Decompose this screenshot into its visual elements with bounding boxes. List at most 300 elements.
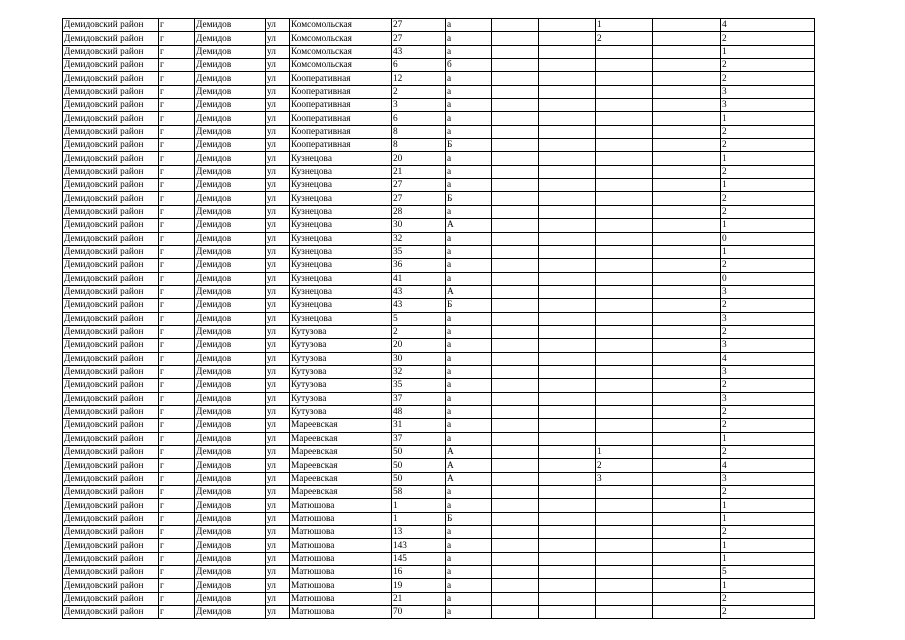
settlement-type-cell: г	[159, 85, 195, 98]
settlement-cell: Демидов	[195, 539, 266, 552]
col-j-cell	[596, 72, 653, 85]
col-i-cell	[539, 219, 596, 232]
district-cell: Демидовский район	[63, 552, 159, 565]
col-i-cell	[539, 379, 596, 392]
table-row	[63, 139, 815, 152]
house-number-cell: 2	[392, 85, 446, 98]
settlement-cell: Демидов	[195, 526, 266, 539]
building-letter-cell: а	[446, 72, 492, 85]
col-k-cell	[653, 552, 721, 565]
col-k-cell	[653, 379, 721, 392]
building-letter-cell: а	[446, 312, 492, 325]
col-h-cell	[492, 526, 539, 539]
col-k-cell	[653, 339, 721, 352]
settlement-cell: Демидов	[195, 285, 266, 298]
settlement-type-cell: г	[159, 405, 195, 418]
house-number-cell: 1	[392, 499, 446, 512]
col-k-cell	[653, 272, 721, 285]
building-letter-cell: а	[446, 352, 492, 365]
district-cell: Демидовский район	[63, 512, 159, 525]
street-type-cell: ул	[266, 245, 290, 258]
street-cell: Комсомольская	[290, 59, 392, 72]
table-row	[63, 205, 815, 218]
street-type-cell: ул	[266, 432, 290, 445]
street-cell: Матюшова	[290, 526, 392, 539]
house-number-cell: 21	[392, 165, 446, 178]
street-type-cell: ул	[266, 499, 290, 512]
house-number-cell: 1	[392, 512, 446, 525]
count-cell: 2	[721, 259, 815, 272]
district-cell: Демидовский район	[63, 432, 159, 445]
street-cell: Кузнецова	[290, 285, 392, 298]
settlement-cell: Демидов	[195, 125, 266, 138]
table-row	[63, 512, 815, 525]
district-cell: Демидовский район	[63, 592, 159, 605]
settlement-cell: Демидов	[195, 472, 266, 485]
building-letter-cell: а	[446, 32, 492, 45]
col-h-cell	[492, 552, 539, 565]
house-number-cell: 6	[392, 59, 446, 72]
street-cell: Мареевская	[290, 419, 392, 432]
col-h-cell	[492, 592, 539, 605]
count-cell: 1	[721, 512, 815, 525]
street-cell: Кутузова	[290, 365, 392, 378]
col-k-cell	[653, 152, 721, 165]
street-type-cell: ул	[266, 419, 290, 432]
col-i-cell	[539, 245, 596, 258]
street-cell: Кутузова	[290, 339, 392, 352]
count-cell: 1	[721, 245, 815, 258]
settlement-cell: Демидов	[195, 59, 266, 72]
col-j-cell	[596, 219, 653, 232]
col-i-cell	[539, 579, 596, 592]
table-row	[63, 486, 815, 499]
count-cell: 1	[721, 539, 815, 552]
district-cell: Демидовский район	[63, 566, 159, 579]
col-k-cell	[653, 392, 721, 405]
col-i-cell	[539, 152, 596, 165]
district-cell: Демидовский район	[63, 526, 159, 539]
col-h-cell	[492, 32, 539, 45]
col-j-cell	[596, 139, 653, 152]
col-h-cell	[492, 566, 539, 579]
col-i-cell	[539, 299, 596, 312]
table-row	[63, 392, 815, 405]
building-letter-cell: а	[446, 566, 492, 579]
building-letter-cell: а	[446, 379, 492, 392]
col-j-cell	[596, 179, 653, 192]
table-row	[63, 112, 815, 125]
table-row	[63, 272, 815, 285]
settlement-cell: Демидов	[195, 45, 266, 58]
col-h-cell	[492, 112, 539, 125]
settlement-type-cell: г	[159, 606, 195, 619]
building-letter-cell: а	[446, 85, 492, 98]
col-k-cell	[653, 59, 721, 72]
settlement-cell: Демидов	[195, 486, 266, 499]
col-h-cell	[492, 299, 539, 312]
col-h-cell	[492, 539, 539, 552]
settlement-type-cell: г	[159, 299, 195, 312]
col-k-cell	[653, 566, 721, 579]
settlement-type-cell: г	[159, 245, 195, 258]
col-k-cell	[653, 99, 721, 112]
col-i-cell	[539, 499, 596, 512]
col-i-cell	[539, 32, 596, 45]
house-number-cell: 3	[392, 99, 446, 112]
street-cell: Матюшова	[290, 606, 392, 619]
count-cell: 1	[721, 219, 815, 232]
building-letter-cell: А	[446, 446, 492, 459]
col-i-cell	[539, 45, 596, 58]
col-i-cell	[539, 139, 596, 152]
building-letter-cell: а	[446, 152, 492, 165]
count-cell: 3	[721, 392, 815, 405]
street-cell: Кузнецова	[290, 205, 392, 218]
col-j-cell	[596, 112, 653, 125]
settlement-cell: Демидов	[195, 432, 266, 445]
settlement-cell: Демидов	[195, 459, 266, 472]
street-type-cell: ул	[266, 405, 290, 418]
settlement-type-cell: г	[159, 339, 195, 352]
district-cell: Демидовский район	[63, 325, 159, 338]
col-h-cell	[492, 205, 539, 218]
table-row	[63, 125, 815, 138]
street-type-cell: ул	[266, 285, 290, 298]
table-row	[63, 459, 815, 472]
table-row	[63, 365, 815, 378]
col-h-cell	[492, 139, 539, 152]
table-row	[63, 325, 815, 338]
settlement-type-cell: г	[159, 72, 195, 85]
house-number-cell: 48	[392, 405, 446, 418]
building-letter-cell: а	[446, 499, 492, 512]
street-type-cell: ул	[266, 165, 290, 178]
col-j-cell	[596, 165, 653, 178]
count-cell: 2	[721, 526, 815, 539]
col-i-cell	[539, 566, 596, 579]
settlement-type-cell: г	[159, 499, 195, 512]
street-type-cell: ул	[266, 365, 290, 378]
district-cell: Демидовский район	[63, 272, 159, 285]
building-letter-cell: А	[446, 459, 492, 472]
table-row	[63, 499, 815, 512]
table-row	[63, 219, 815, 232]
house-number-cell: 37	[392, 392, 446, 405]
col-k-cell	[653, 579, 721, 592]
col-h-cell	[492, 232, 539, 245]
street-cell: Кооперативная	[290, 85, 392, 98]
count-cell: 2	[721, 299, 815, 312]
table-row	[63, 312, 815, 325]
settlement-type-cell: г	[159, 459, 195, 472]
settlement-cell: Демидов	[195, 379, 266, 392]
col-h-cell	[492, 432, 539, 445]
col-h-cell	[492, 512, 539, 525]
table-row	[63, 539, 815, 552]
street-cell: Мареевская	[290, 472, 392, 485]
settlement-cell: Демидов	[195, 512, 266, 525]
building-letter-cell: а	[446, 45, 492, 58]
district-cell: Демидовский район	[63, 606, 159, 619]
street-cell: Матюшова	[290, 539, 392, 552]
col-i-cell	[539, 165, 596, 178]
house-number-cell: 32	[392, 232, 446, 245]
count-cell: 3	[721, 99, 815, 112]
count-cell: 1	[721, 152, 815, 165]
district-cell: Демидовский район	[63, 32, 159, 45]
col-h-cell	[492, 59, 539, 72]
col-k-cell	[653, 85, 721, 98]
col-j-cell	[596, 606, 653, 619]
settlement-cell: Демидов	[195, 339, 266, 352]
street-type-cell: ул	[266, 352, 290, 365]
table-row	[63, 552, 815, 565]
house-number-cell: 27	[392, 192, 446, 205]
count-cell: 2	[721, 32, 815, 45]
table-row	[63, 85, 815, 98]
settlement-type-cell: г	[159, 432, 195, 445]
col-k-cell	[653, 592, 721, 605]
col-k-cell	[653, 312, 721, 325]
house-number-cell: 8	[392, 139, 446, 152]
col-k-cell	[653, 606, 721, 619]
district-cell: Демидовский район	[63, 285, 159, 298]
col-i-cell	[539, 312, 596, 325]
house-number-cell: 28	[392, 205, 446, 218]
col-j-cell	[596, 232, 653, 245]
count-cell: 1	[721, 552, 815, 565]
col-h-cell	[492, 459, 539, 472]
table-row	[63, 592, 815, 605]
settlement-cell: Демидов	[195, 272, 266, 285]
col-j-cell	[596, 419, 653, 432]
house-number-cell: 20	[392, 152, 446, 165]
col-k-cell	[653, 352, 721, 365]
col-i-cell	[539, 592, 596, 605]
settlement-type-cell: г	[159, 192, 195, 205]
col-h-cell	[492, 379, 539, 392]
settlement-type-cell: г	[159, 259, 195, 272]
district-cell: Демидовский район	[63, 365, 159, 378]
col-k-cell	[653, 72, 721, 85]
col-k-cell	[653, 405, 721, 418]
col-j-cell	[596, 592, 653, 605]
street-cell: Кузнецова	[290, 165, 392, 178]
col-i-cell	[539, 325, 596, 338]
street-cell: Кутузова	[290, 405, 392, 418]
house-number-cell: 37	[392, 432, 446, 445]
col-j-cell	[596, 299, 653, 312]
count-cell: 1	[721, 112, 815, 125]
building-letter-cell: А	[446, 219, 492, 232]
settlement-type-cell: г	[159, 19, 195, 32]
count-cell: 3	[721, 365, 815, 378]
col-i-cell	[539, 285, 596, 298]
street-cell: Кооперативная	[290, 139, 392, 152]
col-k-cell	[653, 32, 721, 45]
building-letter-cell: а	[446, 405, 492, 418]
district-cell: Демидовский район	[63, 539, 159, 552]
settlement-type-cell: г	[159, 579, 195, 592]
count-cell: 4	[721, 352, 815, 365]
district-cell: Демидовский район	[63, 446, 159, 459]
settlement-type-cell: г	[159, 446, 195, 459]
district-cell: Демидовский район	[63, 352, 159, 365]
building-letter-cell: а	[446, 486, 492, 499]
col-h-cell	[492, 579, 539, 592]
col-i-cell	[539, 192, 596, 205]
table-row	[63, 45, 815, 58]
settlement-type-cell: г	[159, 32, 195, 45]
col-i-cell	[539, 606, 596, 619]
table-row	[63, 259, 815, 272]
street-cell: Кузнецова	[290, 259, 392, 272]
house-number-cell: 50	[392, 446, 446, 459]
settlement-cell: Демидов	[195, 85, 266, 98]
street-type-cell: ул	[266, 112, 290, 125]
col-j-cell: 2	[596, 32, 653, 45]
settlement-type-cell: г	[159, 179, 195, 192]
table-row	[63, 179, 815, 192]
col-k-cell	[653, 459, 721, 472]
count-cell: 2	[721, 325, 815, 338]
street-cell: Кузнецова	[290, 245, 392, 258]
house-number-cell: 20	[392, 339, 446, 352]
district-cell: Демидовский район	[63, 259, 159, 272]
col-k-cell	[653, 539, 721, 552]
col-h-cell	[492, 499, 539, 512]
col-h-cell	[492, 392, 539, 405]
col-i-cell	[539, 179, 596, 192]
district-cell: Демидовский район	[63, 85, 159, 98]
settlement-type-cell: г	[159, 152, 195, 165]
street-type-cell: ул	[266, 192, 290, 205]
settlement-cell: Демидов	[195, 392, 266, 405]
table-row	[63, 32, 815, 45]
count-cell: 3	[721, 472, 815, 485]
col-i-cell	[539, 405, 596, 418]
street-cell: Кооперативная	[290, 112, 392, 125]
settlement-cell: Демидов	[195, 579, 266, 592]
house-number-cell: 43	[392, 45, 446, 58]
street-type-cell: ул	[266, 325, 290, 338]
settlement-cell: Демидов	[195, 606, 266, 619]
count-cell: 3	[721, 312, 815, 325]
settlement-cell: Демидов	[195, 192, 266, 205]
table-row	[63, 566, 815, 579]
col-i-cell	[539, 539, 596, 552]
col-h-cell	[492, 272, 539, 285]
street-type-cell: ул	[266, 526, 290, 539]
house-number-cell: 19	[392, 579, 446, 592]
col-j-cell	[596, 325, 653, 338]
col-i-cell	[539, 432, 596, 445]
col-k-cell	[653, 526, 721, 539]
settlement-type-cell: г	[159, 566, 195, 579]
settlement-cell: Демидов	[195, 245, 266, 258]
street-type-cell: ул	[266, 45, 290, 58]
col-h-cell	[492, 72, 539, 85]
settlement-type-cell: г	[159, 112, 195, 125]
col-h-cell	[492, 312, 539, 325]
count-cell: 1	[721, 499, 815, 512]
col-i-cell	[539, 446, 596, 459]
building-letter-cell: а	[446, 125, 492, 138]
count-cell: 2	[721, 59, 815, 72]
count-cell: 2	[721, 379, 815, 392]
col-i-cell	[539, 72, 596, 85]
col-j-cell	[596, 365, 653, 378]
street-type-cell: ул	[266, 446, 290, 459]
settlement-cell: Демидов	[195, 232, 266, 245]
settlement-type-cell: г	[159, 592, 195, 605]
table-row	[63, 232, 815, 245]
count-cell: 1	[721, 432, 815, 445]
street-type-cell: ул	[266, 552, 290, 565]
building-letter-cell: а	[446, 179, 492, 192]
col-k-cell	[653, 125, 721, 138]
street-type-cell: ул	[266, 606, 290, 619]
settlement-cell: Демидов	[195, 299, 266, 312]
district-cell: Демидовский район	[63, 125, 159, 138]
col-h-cell	[492, 219, 539, 232]
col-j-cell	[596, 272, 653, 285]
col-j-cell	[596, 205, 653, 218]
house-number-cell: 43	[392, 299, 446, 312]
building-letter-cell: а	[446, 592, 492, 605]
settlement-cell: Демидов	[195, 566, 266, 579]
building-letter-cell: Б	[446, 512, 492, 525]
count-cell: 2	[721, 139, 815, 152]
settlement-cell: Демидов	[195, 165, 266, 178]
building-letter-cell: а	[446, 392, 492, 405]
settlement-type-cell: г	[159, 526, 195, 539]
col-j-cell	[596, 526, 653, 539]
settlement-type-cell: г	[159, 125, 195, 138]
settlement-cell: Демидов	[195, 352, 266, 365]
col-k-cell	[653, 192, 721, 205]
street-type-cell: ул	[266, 472, 290, 485]
street-cell: Матюшова	[290, 566, 392, 579]
district-cell: Демидовский район	[63, 379, 159, 392]
building-letter-cell: а	[446, 112, 492, 125]
street-cell: Мареевская	[290, 446, 392, 459]
house-number-cell: 12	[392, 72, 446, 85]
col-i-cell	[539, 339, 596, 352]
district-cell: Демидовский район	[63, 339, 159, 352]
building-letter-cell: Б	[446, 299, 492, 312]
street-cell: Матюшова	[290, 552, 392, 565]
district-cell: Демидовский район	[63, 499, 159, 512]
street-cell: Кузнецова	[290, 312, 392, 325]
building-letter-cell: а	[446, 419, 492, 432]
settlement-type-cell: г	[159, 59, 195, 72]
settlement-type-cell: г	[159, 365, 195, 378]
table-row	[63, 606, 815, 619]
house-number-cell: 35	[392, 245, 446, 258]
building-letter-cell: а	[446, 539, 492, 552]
col-k-cell	[653, 139, 721, 152]
col-j-cell	[596, 125, 653, 138]
street-type-cell: ул	[266, 232, 290, 245]
col-j-cell	[596, 312, 653, 325]
street-type-cell: ул	[266, 392, 290, 405]
col-i-cell	[539, 486, 596, 499]
settlement-type-cell: г	[159, 552, 195, 565]
table-body	[63, 19, 815, 619]
district-cell: Демидовский район	[63, 152, 159, 165]
